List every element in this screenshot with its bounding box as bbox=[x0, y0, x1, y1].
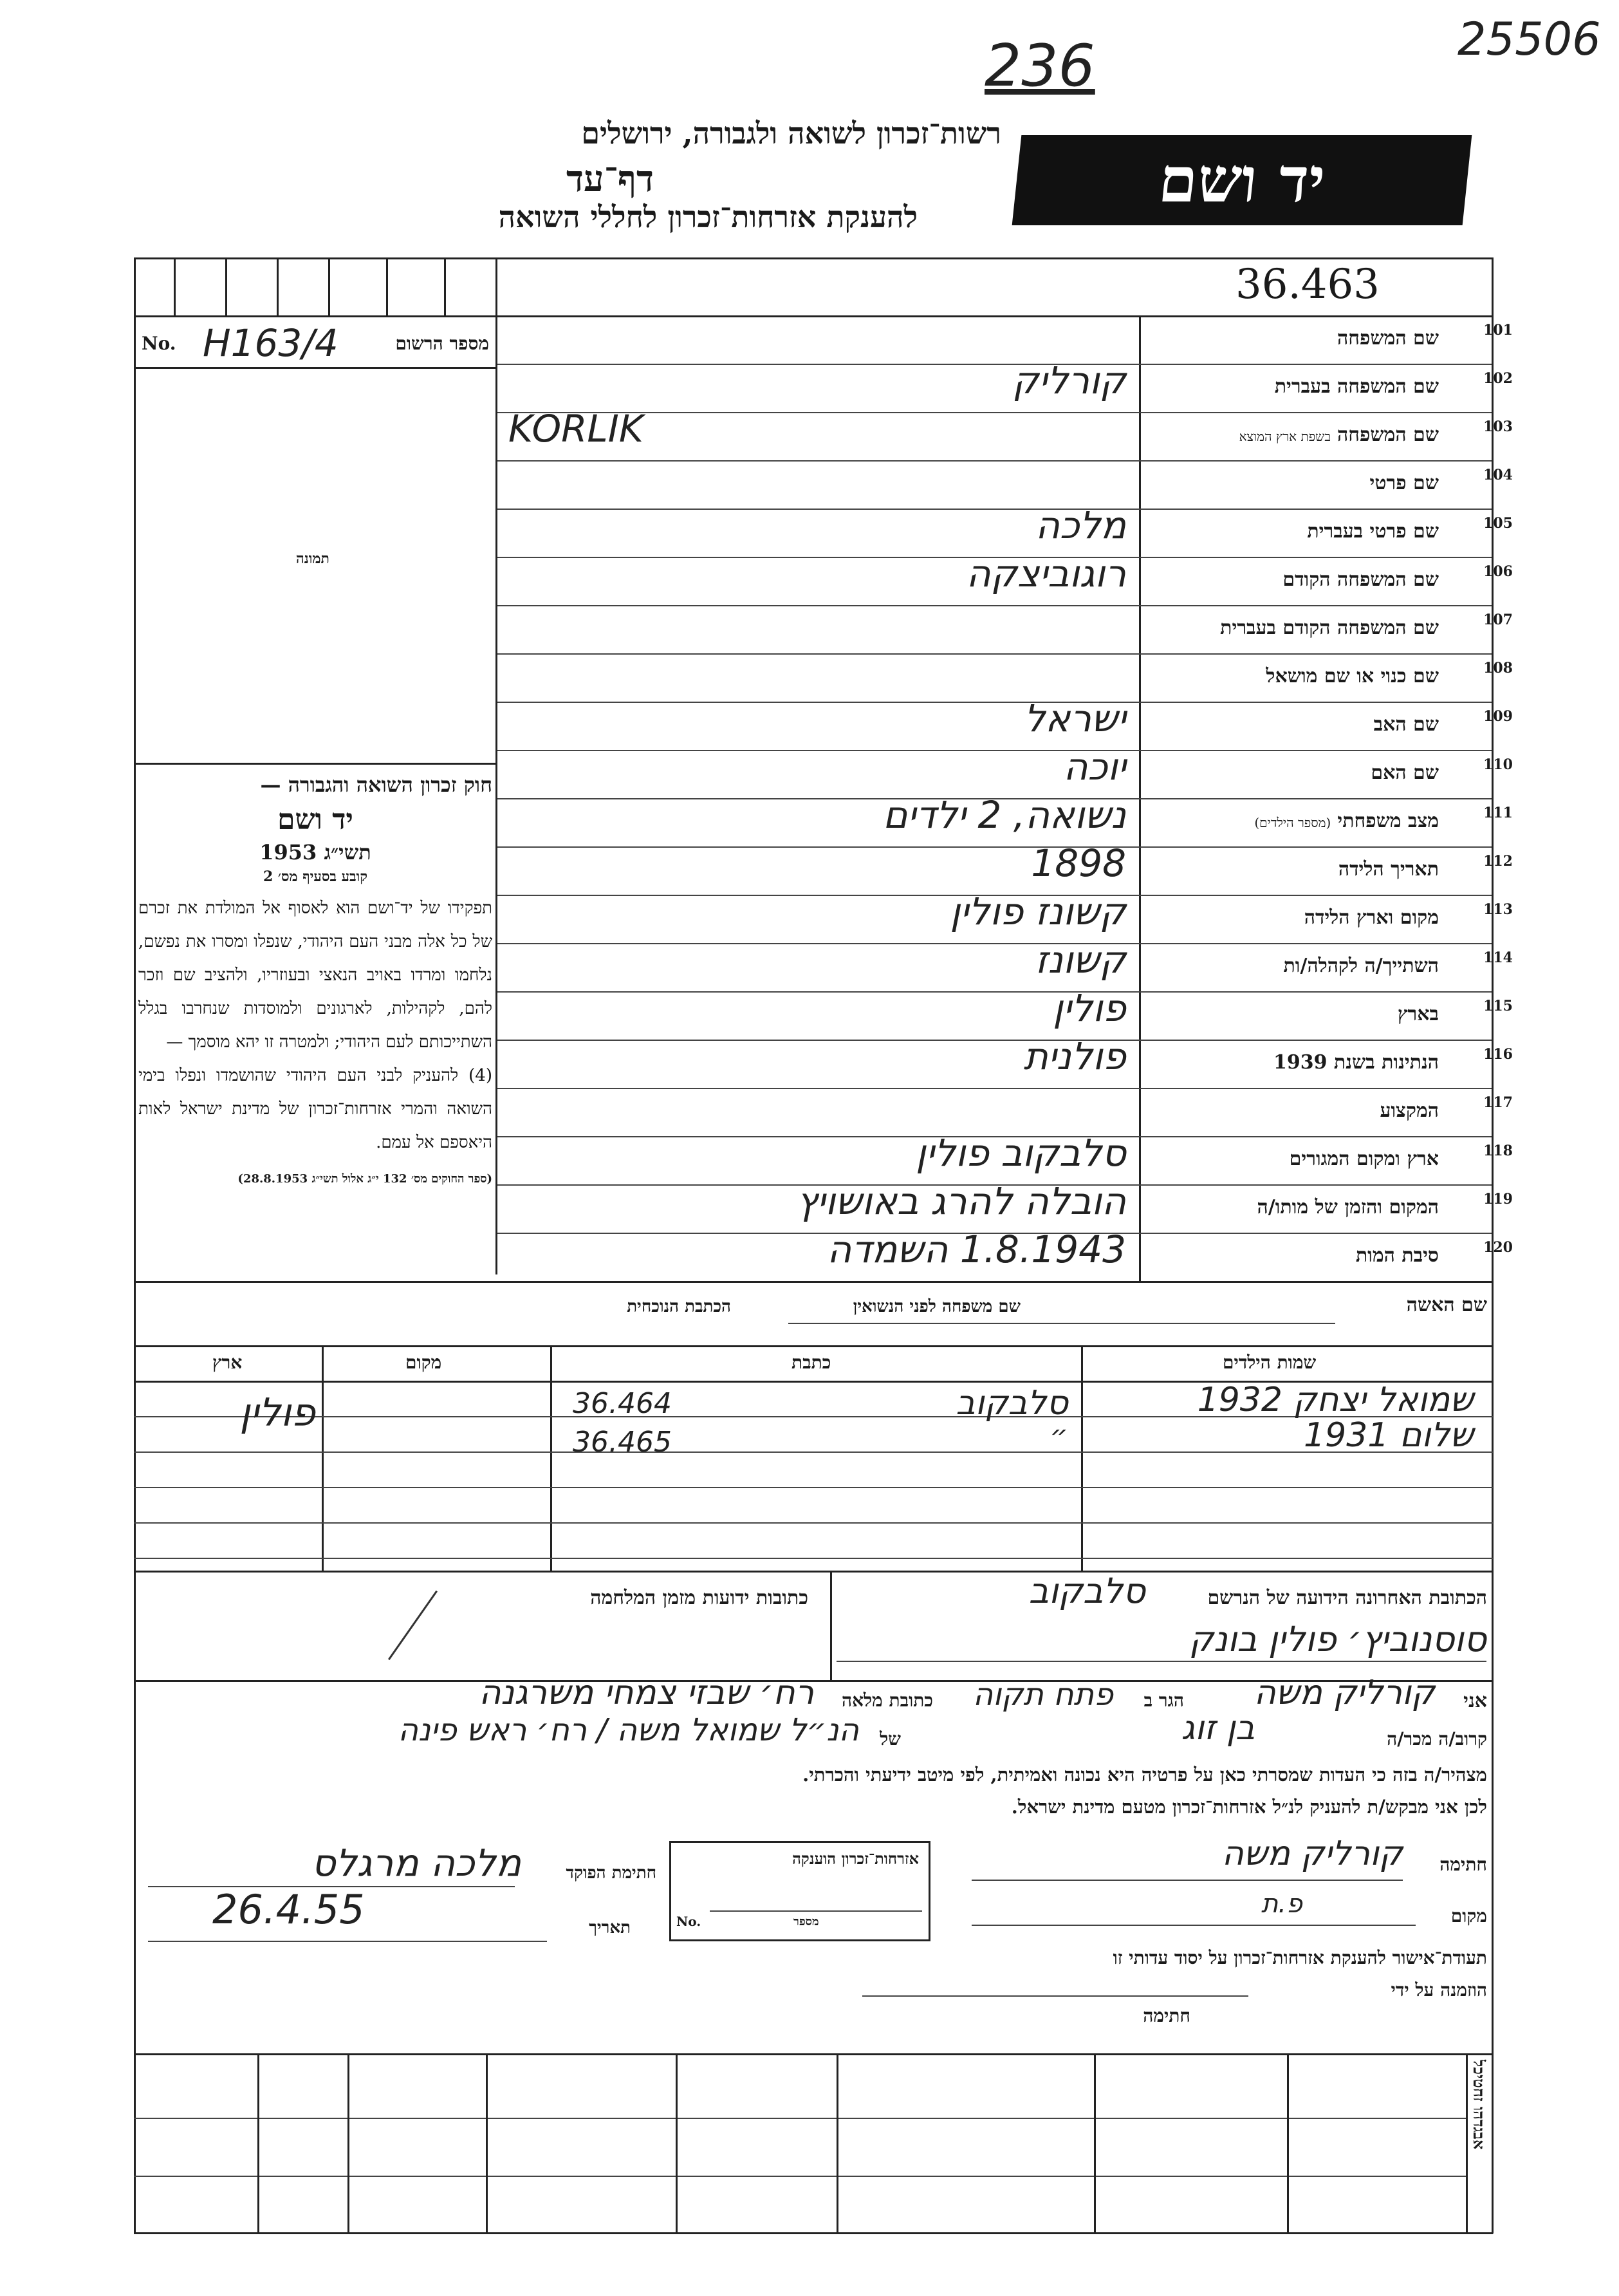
field-label bbox=[1130, 1099, 1439, 1122]
children-header-address: כתבת bbox=[791, 1352, 831, 1373]
field-value[interactable]: נשואה, 2 ילדים bbox=[882, 793, 1126, 837]
field-label bbox=[1130, 761, 1439, 784]
stamp-number: 236 bbox=[985, 32, 1095, 100]
registration-no-label: No. bbox=[142, 333, 176, 354]
field-number: 108 bbox=[1483, 660, 1513, 677]
decl-full-address-value[interactable]: רח׳ שבזי צמחי משרגנה bbox=[479, 1674, 814, 1712]
office-box-number-label: מספר bbox=[793, 1915, 819, 1928]
field-value[interactable]: פולנית bbox=[1023, 1034, 1126, 1078]
field-label-text: שם המשפחה בעברית bbox=[1274, 375, 1439, 398]
field-label bbox=[1130, 713, 1439, 736]
decl-signature-line bbox=[972, 1880, 1403, 1881]
spouse-top bbox=[134, 1281, 1493, 1283]
field-number: 102 bbox=[1483, 370, 1513, 387]
decl-certificate: תעודת־אישור להענקת אזרחות־זכרון על יסוד עדותי זו bbox=[1113, 1947, 1487, 1968]
grid-col bbox=[486, 2053, 488, 2234]
field-label-text: מצב משפחתי bbox=[1337, 810, 1439, 832]
tick bbox=[328, 257, 330, 315]
field-label-text: השתייך/ה לקהלה/ות bbox=[1283, 955, 1439, 977]
children-col-1 bbox=[322, 1345, 324, 1571]
decl-statement: מצהיר/ה בזה כי העדות שמסרתי כאן על פרטיה היא נכונה ואמיתית, לפי מיטב ידיעתי והכרתי. bbox=[802, 1764, 1487, 1786]
registration-label: מספר הרשום bbox=[395, 333, 489, 354]
field-number: 117 bbox=[1483, 1094, 1513, 1111]
field-label-text: המקום והזמן של מותו/ה bbox=[1257, 1196, 1439, 1218]
children-row-line bbox=[134, 1558, 1493, 1559]
child-2-name[interactable]: שלום 1931 bbox=[1304, 1416, 1474, 1455]
field-number: 101 bbox=[1483, 322, 1513, 339]
field-number: 112 bbox=[1483, 853, 1513, 870]
field-number: 104 bbox=[1483, 467, 1513, 483]
field-number: 109 bbox=[1483, 708, 1513, 725]
office-box-title: אזרחות־זכרון הוענקה bbox=[792, 1849, 919, 1868]
archive-number: 36.463 bbox=[1235, 261, 1380, 308]
field-value[interactable]: 1.8.1943 השמדה bbox=[827, 1227, 1126, 1271]
children-col-2 bbox=[550, 1345, 552, 1571]
field-label-text: שם כנוי או שם מושאל bbox=[1266, 665, 1439, 687]
field-number: 106 bbox=[1483, 563, 1513, 580]
field-number: 116 bbox=[1483, 1046, 1513, 1063]
field-label bbox=[1130, 1196, 1439, 1218]
field-label-text: המקצוע bbox=[1380, 1099, 1439, 1122]
tick bbox=[444, 257, 446, 315]
field-label-text: תאריך הלידה bbox=[1338, 858, 1439, 881]
field-label bbox=[1130, 568, 1439, 591]
grid-col bbox=[837, 2053, 838, 2234]
law-org: יד ושם bbox=[277, 803, 353, 836]
registration-number[interactable]: H163/4 bbox=[203, 321, 338, 365]
field-label bbox=[1130, 472, 1439, 494]
left-col-divider bbox=[495, 257, 497, 1274]
tick bbox=[225, 257, 227, 315]
children-row-line bbox=[134, 1487, 1493, 1488]
field-label-text: שם האב bbox=[1373, 713, 1439, 736]
field-value[interactable]: סלבקוב פולין bbox=[916, 1131, 1126, 1175]
field-label-sub: (מספר הילדים) bbox=[1254, 815, 1331, 830]
field-label bbox=[1130, 1244, 1439, 1267]
field-label bbox=[1130, 375, 1439, 398]
spouse-label: שם האשה bbox=[1406, 1294, 1487, 1316]
field-label bbox=[1130, 1051, 1439, 1074]
office-officer-value[interactable]: מלכה מרגלס bbox=[311, 1841, 521, 1885]
field-value[interactable]: רוגוביצקה bbox=[966, 552, 1126, 595]
child-1-country[interactable]: פולין bbox=[239, 1390, 315, 1435]
field-row-line bbox=[497, 653, 1492, 655]
field-number: 103 bbox=[1483, 418, 1513, 435]
office-date-line bbox=[148, 1941, 547, 1942]
grid-top bbox=[134, 2053, 1493, 2055]
header-line2: דף־עד bbox=[566, 158, 654, 200]
office-date-label: תאריך bbox=[589, 1918, 631, 1937]
addresses-wartime-label: כתובות ידועות מזמן המלחמה bbox=[590, 1587, 808, 1609]
grid-mid bbox=[134, 2176, 1466, 2177]
addresses-divider bbox=[830, 1571, 832, 1680]
field-number: 118 bbox=[1483, 1143, 1513, 1159]
tick bbox=[386, 257, 388, 315]
grid-col bbox=[257, 2053, 259, 2234]
grid-col bbox=[676, 2053, 678, 2234]
law-clause: קובע בסעיף מס׳ 2 bbox=[263, 868, 368, 885]
field-number: 115 bbox=[1483, 998, 1513, 1014]
logo bbox=[1012, 135, 1472, 225]
decl-of-value[interactable]: הנ״ל שמואל משה / רח׳ ראש פינה bbox=[398, 1712, 859, 1748]
grid-mid bbox=[134, 2118, 1466, 2119]
field-label bbox=[1130, 424, 1439, 446]
field-label bbox=[1130, 1148, 1439, 1170]
office-box-line bbox=[710, 1910, 922, 1912]
child-1-address[interactable]: סלבקוב bbox=[956, 1384, 1068, 1423]
addresses-last-value2[interactable]: סוסנוביץ׳ פולין בונק bbox=[1189, 1619, 1486, 1659]
field-value[interactable]: יוכה bbox=[1063, 745, 1126, 789]
field-label-text: שם המשפחה bbox=[1337, 327, 1439, 350]
addresses-last-label: הכתובת האחרונה הידועה של הנרשם bbox=[1207, 1587, 1487, 1609]
decl-invited-line bbox=[862, 1995, 1248, 1997]
tick bbox=[277, 257, 279, 315]
field-label-text: שם המשפחה bbox=[1337, 424, 1439, 446]
child-2-address[interactable]: ״ bbox=[1050, 1419, 1068, 1452]
field-value[interactable]: 1898 bbox=[1031, 841, 1126, 885]
field-label-text: שם פרטי bbox=[1369, 472, 1439, 494]
field-label-sub: בשפת ארץ המוצא bbox=[1239, 429, 1331, 444]
field-value[interactable]: ישראל bbox=[1024, 696, 1126, 740]
alphabet-strip: אבגדהו זחטיכל bbox=[1470, 2060, 1488, 2150]
spouse-address-label: הכתבת הנוכחית bbox=[627, 1297, 731, 1316]
law-source: (ספר החוקים מס׳ 132 י״ג אלול תשי״ג 28.8.1953) bbox=[237, 1172, 492, 1186]
photo-bottom bbox=[134, 763, 497, 765]
frame-left bbox=[134, 257, 136, 2234]
law-block bbox=[138, 772, 492, 1186]
field-number: 110 bbox=[1483, 756, 1513, 773]
field-label bbox=[1130, 327, 1439, 350]
field-label-text: בארץ bbox=[1397, 1003, 1439, 1025]
field-number: 119 bbox=[1483, 1191, 1513, 1208]
field-number: 113 bbox=[1483, 901, 1513, 918]
decl-of: של bbox=[880, 1728, 901, 1750]
field-label-text: שם האם bbox=[1371, 761, 1439, 784]
office-date-value[interactable]: 26.4.55 bbox=[212, 1886, 365, 1933]
children-col-3 bbox=[1081, 1345, 1083, 1571]
decl-invited: הוזמנה על ידי bbox=[1391, 1979, 1487, 2001]
field-label bbox=[1130, 1003, 1439, 1025]
field-label bbox=[1130, 810, 1439, 832]
field-label-text: הנתינות בשנת 1939 bbox=[1273, 1051, 1439, 1074]
grid-col bbox=[1094, 2053, 1096, 2234]
decl-place-value[interactable]: פ.ת bbox=[1261, 1889, 1302, 1919]
field-label-text: שם המשפחה הקודם בעברית bbox=[1220, 617, 1439, 639]
decl-relative: קרוב/ה מכר/ה bbox=[1387, 1728, 1487, 1750]
field-label bbox=[1130, 520, 1439, 543]
decl-full-address: כתובת מלאה bbox=[841, 1690, 933, 1711]
field-label-text: ארץ ומקום המגורים bbox=[1289, 1148, 1439, 1170]
field-value[interactable]: קשונז bbox=[1035, 938, 1126, 982]
decl-place-line bbox=[972, 1925, 1416, 1926]
addresses-last-value[interactable]: סלבקוב bbox=[1028, 1571, 1145, 1611]
grid-col bbox=[1287, 2053, 1289, 2234]
tick bbox=[174, 257, 176, 315]
field-row-line bbox=[497, 412, 1492, 413]
decl-signature-value[interactable]: קורליק משה bbox=[1221, 1834, 1403, 1873]
children-header-names: שמות הילדים bbox=[1223, 1352, 1317, 1373]
decl-i-label: אני bbox=[1463, 1690, 1487, 1712]
addresses-wartime-stroke bbox=[388, 1591, 438, 1660]
field-label bbox=[1130, 906, 1439, 929]
children-header-country: ארץ bbox=[212, 1352, 243, 1373]
field-label-text: שם המשפחה הקודם bbox=[1282, 568, 1439, 591]
field-number: 120 bbox=[1483, 1239, 1513, 1256]
logo-text: יד ושם bbox=[1155, 144, 1329, 216]
field-value[interactable]: הובלה להרג באושויץ bbox=[797, 1179, 1126, 1223]
decl-resident-value[interactable]: פתח תקוה bbox=[972, 1677, 1113, 1713]
reg-line bbox=[134, 367, 497, 369]
field-row-line bbox=[497, 460, 1492, 462]
office-box-no: No. bbox=[676, 1914, 701, 1929]
frame-bottom bbox=[134, 2232, 1493, 2234]
field-value[interactable]: KORLIK bbox=[508, 407, 643, 451]
field-value[interactable]: מלכה bbox=[1035, 503, 1126, 547]
field-number: 111 bbox=[1483, 805, 1513, 821]
decl-request: לכן אני מבקש/ת להעניק לנ״ל אזרחות־זכרון מטעם מדינת ישראל. bbox=[1011, 1796, 1487, 1818]
corner-number: 25506 bbox=[1457, 13, 1601, 66]
grid-col bbox=[347, 2053, 349, 2234]
children-header-place: מקום bbox=[405, 1352, 442, 1373]
field-row-line bbox=[497, 1088, 1492, 1089]
spouse-line bbox=[788, 1323, 1335, 1324]
field-number: 105 bbox=[1483, 515, 1513, 532]
addresses-top bbox=[134, 1571, 1493, 1573]
field-label-text: שם פרטי בעברית bbox=[1307, 520, 1439, 543]
addresses-line bbox=[837, 1661, 1486, 1662]
decl-relative-value[interactable]: בן זוג bbox=[1181, 1709, 1255, 1748]
field-number: 114 bbox=[1483, 949, 1513, 966]
office-box bbox=[669, 1841, 930, 1941]
header-line3: להענקת אזרחות־זכרון לחללי השואה bbox=[498, 200, 918, 234]
law-year: תשי״ג 1953 bbox=[259, 840, 371, 864]
row-top-strip bbox=[134, 315, 1493, 317]
field-label bbox=[1130, 665, 1439, 687]
field-label-text: מקום וארץ הלידה bbox=[1304, 906, 1439, 929]
decl-resident: הגר ב bbox=[1143, 1690, 1184, 1711]
child-2-archive: 36.465 bbox=[573, 1426, 672, 1459]
law-body2: (4) להעניק לבני העם היהודי שהושמדו ונפלו בימי השואה והמרי אזרחות־זכרון של מדינת ישראל לאות היאספם אל עמם. bbox=[138, 1066, 492, 1152]
decl-signature-label: חתימה bbox=[1439, 1854, 1487, 1875]
field-label-text: סיבת המות bbox=[1355, 1244, 1439, 1267]
field-value[interactable]: פולין bbox=[1053, 986, 1126, 1030]
photo-label: תמונה bbox=[296, 550, 329, 567]
header-line1: רשות־זכרון לשואה ולגבורה, ירושלים bbox=[581, 116, 1001, 151]
children-top bbox=[134, 1345, 1493, 1347]
decl-i-name[interactable]: קורליק משה bbox=[1254, 1674, 1435, 1712]
decl-place-label: מקום bbox=[1450, 1905, 1487, 1927]
field-row-line bbox=[497, 605, 1492, 606]
spouse-maiden-label: שם משפחה לפני הנשואין bbox=[853, 1297, 1021, 1316]
field-label bbox=[1130, 617, 1439, 639]
law-title: חוק זכרון השואה והגבורה — bbox=[260, 772, 492, 797]
office-officer-label: חתימת הפוקד bbox=[566, 1863, 656, 1883]
law-body: תפקידו של יד־ושם הוא לאסוף אל המולדת את זכרם של כל אלה מבני העם היהודי, שנפלו ומסרו את נפשם, נלחמו ומרדו באויב הנאצי ובעוזריו, ולהציב שם וזכר להם, לקהילות, לארגונים ולמוסדות שנחרבו בגלל השתייכותם לעם היהודי; ולמטרה זו יהא מוסמך — bbox=[138, 899, 492, 1052]
field-value[interactable]: קורליק bbox=[1012, 359, 1126, 402]
field-value[interactable]: קשונז פולין bbox=[950, 890, 1126, 933]
child-1-archive: 36.464 bbox=[573, 1387, 672, 1420]
field-label bbox=[1130, 858, 1439, 881]
registration-box bbox=[138, 321, 492, 365]
children-row-line bbox=[134, 1522, 1493, 1524]
frame-top bbox=[134, 257, 1493, 259]
field-number: 107 bbox=[1483, 611, 1513, 628]
child-1-name[interactable]: שמואל יצחק 1932 bbox=[1197, 1381, 1474, 1419]
field-label bbox=[1130, 955, 1439, 977]
decl-sign2: חתימה bbox=[1143, 2005, 1190, 2026]
